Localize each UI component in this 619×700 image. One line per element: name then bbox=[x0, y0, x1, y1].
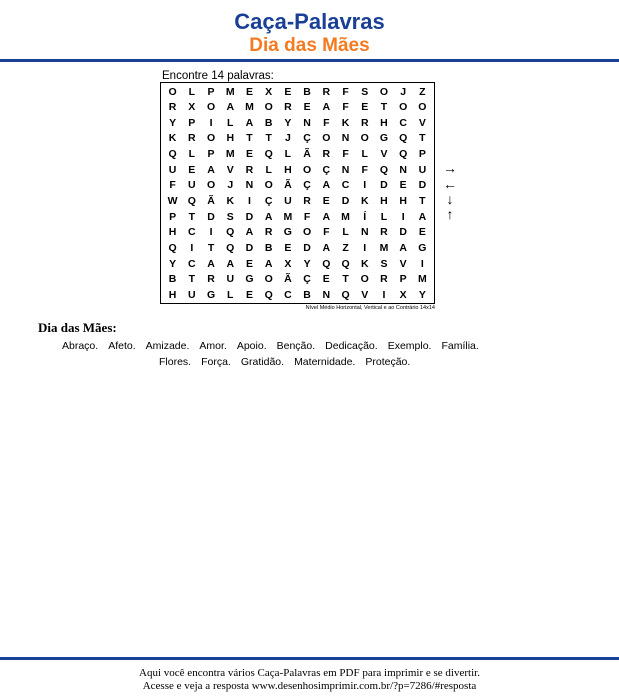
grid-cell: E bbox=[303, 101, 311, 114]
grid-cell: B bbox=[303, 85, 311, 98]
word-item: Exemplo. bbox=[387, 340, 432, 352]
grid-cell: D bbox=[245, 210, 254, 223]
grid-cell: O bbox=[360, 273, 369, 286]
grid-cell: K bbox=[341, 116, 350, 129]
grid-cell: I bbox=[209, 226, 213, 239]
grid-cell: P bbox=[188, 116, 196, 129]
word-item: Abraço. bbox=[62, 340, 99, 352]
grid-cell: A bbox=[226, 101, 235, 114]
grid-cell: M bbox=[418, 273, 427, 286]
arrow-right-icon: → bbox=[443, 160, 457, 176]
grid-cell: Q bbox=[264, 148, 273, 161]
grid-cell: H bbox=[226, 132, 235, 145]
grid-cell: E bbox=[361, 101, 369, 114]
grid-cell: U bbox=[418, 163, 427, 176]
grid-cell: Q bbox=[226, 241, 235, 254]
footer-text-line-1: Aqui você encontra vários Caça-Palavras em PDF para imprimir e se divertir. bbox=[139, 667, 480, 679]
grid-cell: Ã bbox=[207, 195, 215, 208]
grid-cell: T bbox=[188, 210, 196, 223]
grid-cell: K bbox=[360, 257, 369, 270]
word-item: Gratidão. bbox=[240, 356, 285, 368]
grid-cell: G bbox=[206, 288, 216, 301]
grid-cell: Q bbox=[341, 288, 350, 301]
grid-cell: V bbox=[226, 163, 234, 176]
word-list-line-2 bbox=[159, 356, 459, 369]
grid-cell: Q bbox=[399, 132, 408, 145]
grid-cell: L bbox=[188, 148, 196, 161]
grid-cell: E bbox=[284, 85, 292, 98]
grid-cell: P bbox=[418, 148, 426, 161]
grid-cell: Ç bbox=[303, 132, 311, 145]
grid-cell: O bbox=[264, 101, 273, 114]
grid-cell: Ç bbox=[303, 273, 311, 286]
word-list-title: Dia das Mães: bbox=[38, 320, 117, 335]
grid-cell: R bbox=[322, 148, 331, 161]
grid-cell: A bbox=[322, 241, 331, 254]
grid-cell: C bbox=[188, 257, 196, 270]
grid-cell: O bbox=[264, 273, 273, 286]
grid-cell: F bbox=[303, 210, 311, 223]
grid-cell: O bbox=[206, 179, 216, 192]
grid-cell: V bbox=[361, 288, 369, 301]
grid-cell: Q bbox=[226, 226, 235, 239]
grid-cell: E bbox=[245, 288, 253, 301]
footer-divider bbox=[0, 657, 619, 660]
grid-cell: O bbox=[303, 226, 312, 239]
grid-cell: T bbox=[265, 132, 272, 145]
grid-cell: H bbox=[168, 288, 177, 301]
grid-cell: B bbox=[303, 288, 311, 301]
grid-cell: U bbox=[188, 288, 196, 301]
grid-cell: O bbox=[379, 85, 389, 98]
grid-cell: O bbox=[206, 132, 216, 145]
grid-cell: C bbox=[341, 179, 350, 192]
grid-cell: E bbox=[322, 273, 330, 286]
grid-cell: F bbox=[342, 148, 349, 161]
grid-cell: L bbox=[361, 148, 368, 161]
grid-cell: A bbox=[399, 241, 407, 254]
grid-cell: V bbox=[399, 257, 407, 270]
word-item: Amor. bbox=[199, 340, 227, 352]
grid-cell: I bbox=[401, 210, 405, 223]
grid-cell: L bbox=[227, 288, 234, 301]
grid-cell: N bbox=[341, 163, 350, 176]
grid-cell: G bbox=[245, 273, 254, 286]
grid-cell: T bbox=[419, 195, 426, 208]
grid-cell: X bbox=[399, 288, 407, 301]
grid-cell: K bbox=[226, 195, 235, 208]
grid-cell: N bbox=[341, 132, 350, 145]
grid-cell: M bbox=[379, 241, 389, 254]
grid-cell: I bbox=[363, 179, 367, 192]
grid-cell: Y bbox=[169, 257, 177, 270]
grid-cell: A bbox=[226, 257, 235, 270]
word-item: Flores. bbox=[159, 356, 192, 368]
grid-cell: B bbox=[264, 116, 273, 129]
footer-text-line-2: Acesse e veja a resposta www.desenhosimprimir.com.br/?p=7286/#resposta bbox=[142, 680, 477, 692]
grid-cell: T bbox=[380, 101, 388, 114]
grid-cell: E bbox=[284, 241, 292, 254]
grid-cell: O bbox=[399, 101, 408, 114]
grid-cell: D bbox=[303, 241, 311, 254]
grid-cell: O bbox=[322, 132, 331, 145]
grid-cell: N bbox=[360, 226, 369, 239]
grid-cell: R bbox=[380, 273, 388, 286]
grid-cell: M bbox=[341, 210, 350, 223]
word-item: Proteção. bbox=[365, 356, 411, 368]
grid-cell: M bbox=[283, 210, 293, 223]
grid-cell: H bbox=[284, 163, 292, 176]
page-subtitle: Dia das Mães bbox=[249, 35, 370, 56]
puzzle-instruction: Encontre 14 palavras: bbox=[162, 70, 274, 82]
grid-cell: G bbox=[379, 132, 389, 145]
word-item: Dedicação. bbox=[325, 340, 378, 352]
grid-cell: K bbox=[168, 132, 177, 145]
grid-cell: O bbox=[206, 101, 216, 114]
grid-cell: Ç bbox=[322, 163, 331, 176]
grid-cell: U bbox=[284, 195, 292, 208]
grid-cell: O bbox=[168, 85, 177, 98]
grid-cell: L bbox=[380, 210, 388, 223]
grid-cell: E bbox=[418, 226, 426, 239]
grid-cell: F bbox=[361, 163, 368, 176]
grid-cell: Q bbox=[168, 241, 177, 254]
grid-cell: R bbox=[207, 273, 215, 286]
grid-cell: T bbox=[342, 273, 349, 286]
grid-cell: U bbox=[188, 179, 196, 192]
grid-cell: E bbox=[245, 148, 253, 161]
grid-cell: R bbox=[264, 226, 273, 239]
grid-cell: L bbox=[265, 163, 272, 176]
word-item: Apoio. bbox=[236, 340, 267, 352]
grid-cell: F bbox=[342, 85, 349, 98]
grid-cell: I bbox=[382, 288, 386, 301]
grid-cell: P bbox=[207, 85, 215, 98]
grid-cell: R bbox=[322, 85, 331, 98]
grid-cell: L bbox=[342, 226, 349, 239]
grid-cell: Í bbox=[363, 210, 367, 223]
grid-cell: A bbox=[207, 257, 215, 270]
grid-cell: O bbox=[303, 163, 312, 176]
grid-cell: E bbox=[322, 195, 330, 208]
grid-cell: T bbox=[419, 132, 426, 145]
grid-cell: Ã bbox=[303, 148, 311, 161]
grid-cell: F bbox=[342, 101, 349, 114]
grid-cell: Z bbox=[342, 241, 349, 254]
grid-cell: A bbox=[245, 116, 254, 129]
grid-cell: T bbox=[207, 241, 215, 254]
grid-cell: A bbox=[322, 179, 331, 192]
grid-cell: N bbox=[399, 163, 407, 176]
grid-cell: B bbox=[168, 273, 177, 286]
arrow-down-icon: ↓ bbox=[446, 191, 454, 207]
grid-cell: C bbox=[399, 116, 407, 129]
grid-cell: X bbox=[265, 85, 273, 98]
grid-cell: E bbox=[188, 163, 196, 176]
grid-cell: W bbox=[167, 195, 178, 208]
grid-cell: I bbox=[190, 241, 194, 254]
grid-cell: N bbox=[322, 288, 331, 301]
grid-cell: H bbox=[168, 226, 177, 239]
grid-cell: P bbox=[399, 273, 407, 286]
grid-cell: O bbox=[264, 179, 273, 192]
grid-cell: I bbox=[209, 116, 213, 129]
word-item: Afeto. bbox=[108, 340, 136, 352]
grid-cell: R bbox=[360, 116, 369, 129]
grid-cell: A bbox=[264, 257, 273, 270]
grid-cell: R bbox=[303, 195, 311, 208]
grid-cell: Ç bbox=[264, 195, 273, 208]
grid-cell: D bbox=[341, 195, 350, 208]
grid-cell: E bbox=[245, 257, 253, 270]
grid-cell: Q bbox=[341, 257, 350, 270]
grid-cell: Y bbox=[418, 288, 426, 301]
grid-cell: L bbox=[284, 148, 292, 161]
grid-cell: P bbox=[207, 148, 215, 161]
grid-cell: H bbox=[399, 195, 407, 208]
word-search-grid bbox=[160, 82, 435, 304]
grid-cell: Q bbox=[187, 195, 196, 208]
arrow-left-icon: ← bbox=[443, 176, 457, 192]
grid-cell: M bbox=[245, 101, 254, 114]
grid-cell: J bbox=[227, 179, 234, 192]
grid-cell: U bbox=[168, 163, 177, 176]
grid-cell: O bbox=[360, 132, 369, 145]
grid-cell: Ã bbox=[284, 273, 292, 286]
word-item: Família. bbox=[441, 340, 479, 352]
grid-cell: A bbox=[322, 101, 331, 114]
grid-cell: Y bbox=[169, 116, 177, 129]
grid-cell: Q bbox=[399, 148, 408, 161]
arrow-up-icon: ↑ bbox=[446, 206, 454, 222]
grid-cell: D bbox=[418, 179, 427, 192]
grid-cell: V bbox=[418, 116, 426, 129]
grid-cell: Q bbox=[168, 148, 177, 161]
grid-cell: H bbox=[380, 195, 388, 208]
grid-cell: Q bbox=[379, 163, 389, 176]
grid-cell: D bbox=[245, 241, 254, 254]
word-item: Amizade. bbox=[145, 340, 190, 352]
grid-cell: D bbox=[380, 179, 388, 192]
word-item: Força. bbox=[201, 356, 231, 368]
grid-cell: A bbox=[207, 163, 215, 176]
grid-cell: M bbox=[225, 148, 235, 161]
grid-cell: Ã bbox=[284, 179, 292, 192]
grid-cell: S bbox=[361, 85, 369, 98]
grid-cell: T bbox=[246, 132, 253, 145]
grid-cell: F bbox=[323, 116, 330, 129]
grid-cell: Q bbox=[322, 257, 331, 270]
word-list-line-1 bbox=[62, 340, 562, 353]
grid-cell: N bbox=[245, 179, 254, 192]
grid-cell: D bbox=[207, 210, 215, 223]
grid-cell: D bbox=[399, 226, 407, 239]
grid-cell: E bbox=[399, 179, 407, 192]
grid-cell: A bbox=[245, 226, 254, 239]
grid-cell: I bbox=[247, 195, 251, 208]
grid-cell: R bbox=[168, 101, 177, 114]
grid-cell: F bbox=[169, 179, 176, 192]
grid-cell: R bbox=[380, 226, 388, 239]
grid-cell: X bbox=[188, 101, 196, 114]
grid-cell: N bbox=[303, 116, 311, 129]
grid-cell: X bbox=[284, 257, 292, 270]
grid-cell: G bbox=[418, 241, 427, 254]
difficulty-note: Nível Médio Horizontal, Vertical e ao Contrário 14x14 bbox=[305, 305, 435, 311]
grid-cell: H bbox=[380, 116, 388, 129]
grid-cell: K bbox=[360, 195, 369, 208]
grid-cell: F bbox=[323, 226, 330, 239]
grid-cell: E bbox=[245, 85, 253, 98]
word-item: Benção. bbox=[276, 340, 316, 352]
page-title: Caça-Palavras bbox=[234, 9, 385, 34]
grid-cell: S bbox=[380, 257, 388, 270]
grid-cell: V bbox=[380, 148, 388, 161]
grid-cell: U bbox=[226, 273, 235, 286]
grid-cell: Y bbox=[303, 257, 311, 270]
grid-cell: Ç bbox=[303, 179, 311, 192]
grid-cell: Z bbox=[419, 85, 426, 98]
grid-cell: I bbox=[363, 241, 367, 254]
grid-cell: O bbox=[418, 101, 427, 114]
grid-cell: C bbox=[284, 288, 292, 301]
grid-cell: L bbox=[188, 85, 196, 98]
grid-cell: R bbox=[284, 101, 292, 114]
grid-cell: C bbox=[188, 226, 196, 239]
word-item: Maternidade. bbox=[294, 356, 356, 368]
grid-cell: I bbox=[420, 257, 424, 270]
grid-cell: L bbox=[227, 116, 234, 129]
grid-cell: T bbox=[188, 273, 196, 286]
header-divider bbox=[0, 59, 619, 62]
grid-cell: A bbox=[322, 210, 331, 223]
grid-cell: M bbox=[225, 85, 235, 98]
grid-cell: Q bbox=[264, 288, 273, 301]
grid-cell: B bbox=[264, 241, 273, 254]
grid-cell: S bbox=[226, 210, 234, 223]
grid-cell: G bbox=[283, 226, 292, 239]
grid-cell: R bbox=[245, 163, 254, 176]
grid-cell: J bbox=[400, 85, 407, 98]
grid-cell: R bbox=[188, 132, 196, 145]
grid-cell: A bbox=[418, 210, 427, 223]
grid-cell: A bbox=[264, 210, 273, 223]
grid-cell: P bbox=[169, 210, 177, 223]
grid-cell: Y bbox=[284, 116, 292, 129]
grid-cell: J bbox=[284, 132, 291, 145]
